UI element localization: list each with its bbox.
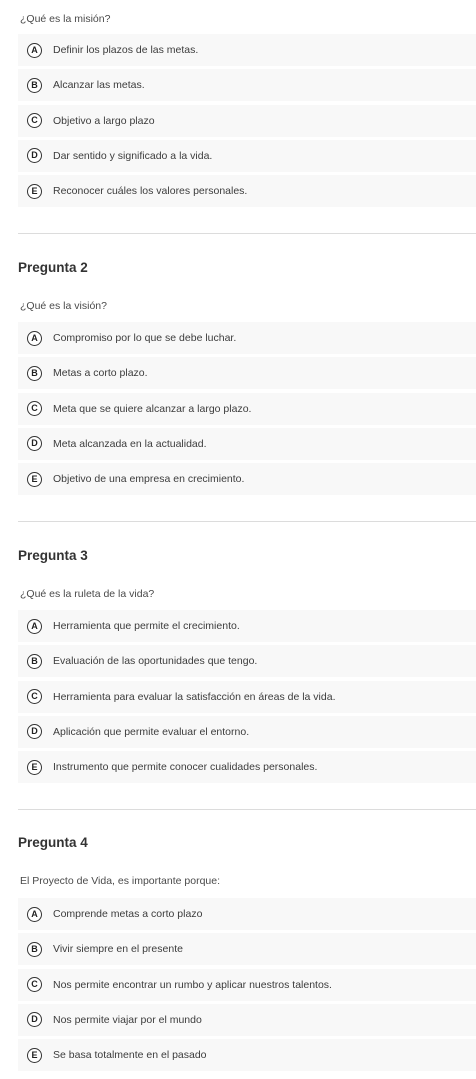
option-text: Alcanzar las metas. [53,79,145,92]
option-text: Compromiso por lo que se debe luchar. [53,332,237,344]
option-c[interactable] [18,105,476,137]
question-text: El Proyecto de Vida, es importante porque: [20,875,221,887]
option-letter-badge: D [27,436,42,451]
option-text: Dar sentido y significado a la vida. [53,149,213,162]
question-title: Pregunta 3 [18,548,88,563]
option-letter-badge: B [27,942,42,957]
option-b[interactable] [18,69,476,101]
option-text: Vivir siempre en el presente [53,943,183,956]
option-text: Herramienta para evaluar la satisfacción en áreas de la vida. [53,690,336,703]
option-letter-badge: D [27,724,42,739]
option-c[interactable] [18,969,476,1001]
option-letter-badge: C [27,113,42,128]
option-text: Instrumento que permite conocer cualidades personales. [53,761,318,774]
option-text: Nos permite encontrar un rumbo y aplicar nuestros talentos. [53,978,332,991]
option-text: Definir los plazos de las metas. [53,44,199,56]
option-letter-badge: B [27,78,42,93]
option-text: Meta que se quiere alcanzar a largo plazo. [53,402,252,415]
option-d[interactable] [18,428,476,460]
option-text: Reconocer cuáles los valores personales. [53,185,248,198]
option-e[interactable] [18,175,476,207]
option-text: Aplicación que permite evaluar el entorno. [53,725,250,738]
option-letter-badge: E [27,1048,42,1063]
option-letter-badge: B [27,366,42,381]
option-letter-badge: A [27,43,42,58]
option-b[interactable] [18,645,476,677]
option-b[interactable] [18,933,476,965]
option-a[interactable] [18,610,476,642]
option-text: Meta alcanzada en la actualidad. [53,437,207,450]
option-c[interactable] [18,681,476,713]
option-d[interactable] [18,716,476,748]
option-a[interactable] [18,898,476,930]
option-text: Objetivo de una empresa en crecimiento. [53,473,245,486]
options-list [18,898,476,1074]
option-letter-badge: A [27,331,42,346]
question-text: ¿Qué es la visión? [20,300,107,312]
option-text: Evaluación de las oportunidades que tengo. [53,655,258,668]
option-letter-badge: D [27,1012,42,1027]
option-text: Comprende metas a corto plazo [53,908,203,920]
option-c[interactable] [18,393,476,425]
option-letter-badge: D [27,148,42,163]
question-title: Pregunta 2 [18,260,88,275]
option-a[interactable] [18,34,476,66]
options-list [18,610,476,786]
question-text: ¿Qué es la misión? [20,13,111,25]
option-letter-badge: E [27,184,42,199]
option-a[interactable] [18,322,476,354]
question-divider [18,809,476,810]
option-text: Nos permite viajar por el mundo [53,1013,202,1026]
option-letter-badge: E [27,472,42,487]
option-d[interactable] [18,1004,476,1036]
option-b[interactable] [18,357,476,389]
option-letter-badge: A [27,619,42,634]
option-letter-badge: C [27,401,42,416]
question-divider [18,233,476,234]
option-text: Objetivo a largo plazo [53,114,155,127]
option-text: Metas a corto plazo. [53,367,148,380]
options-list [18,34,476,210]
option-d[interactable] [18,140,476,172]
question-text: ¿Qué es la ruleta de la vida? [20,588,155,600]
question-divider [18,521,476,522]
option-e[interactable] [18,1039,476,1071]
option-text: Herramienta que permite el crecimiento. [53,620,240,632]
option-e[interactable] [18,751,476,783]
option-letter-badge: C [27,689,42,704]
question-title: Pregunta 4 [18,835,88,850]
options-list [18,322,476,498]
option-e[interactable] [18,463,476,495]
option-letter-badge: E [27,760,42,775]
option-text: Se basa totalmente en el pasado [53,1049,207,1062]
option-letter-badge: A [27,907,42,922]
option-letter-badge: C [27,977,42,992]
option-letter-badge: B [27,654,42,669]
